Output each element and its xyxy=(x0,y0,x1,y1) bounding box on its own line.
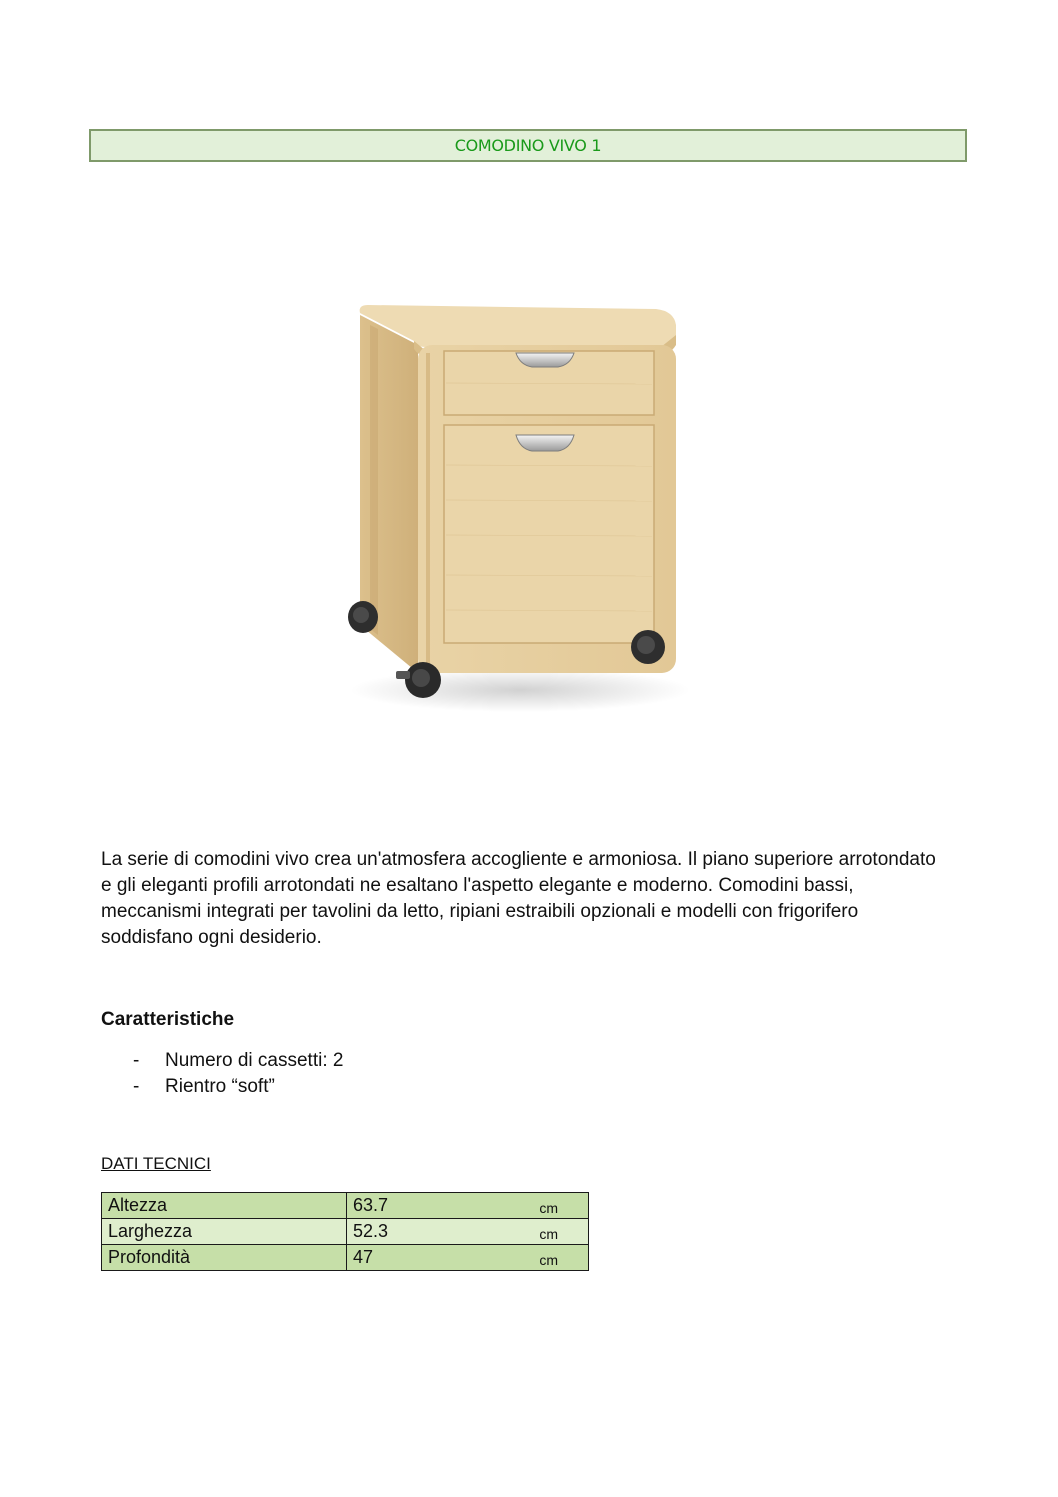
feature-item xyxy=(101,1074,343,1100)
table-row xyxy=(102,1219,589,1245)
product-title: COMODINO VIVO 1 xyxy=(454,136,602,155)
table-row xyxy=(102,1245,589,1271)
feature-bullet: - xyxy=(133,1076,140,1097)
tech-data-heading: DATI TECNICI xyxy=(101,1154,211,1173)
feature-text: Numero di cassetti: 2 xyxy=(165,1050,344,1071)
product-description: La serie di comodini vivo crea un'atmosfera accogliente e armoniosa. Il piano superiore arrotondato e gli eleganti profili arrotondati ne esaltano l'aspetto elegante e moderno. Comodini bassi, meccanismi integrati per tavolini da letto, ripiani estraibili opzionali e modelli con frigorifero soddisfano ogni desiderio. xyxy=(101,849,936,948)
table-row xyxy=(102,1193,589,1219)
dimension-unit: cm xyxy=(539,1200,558,1216)
feature-bullet: - xyxy=(133,1050,140,1071)
dimension-value: 47 xyxy=(353,1247,374,1267)
dimension-value: 63.7 xyxy=(353,1195,389,1215)
nightstand-image xyxy=(330,295,710,725)
tech-data-table xyxy=(101,1192,589,1271)
features-list xyxy=(101,1048,343,1100)
bottom-drawer-handle xyxy=(516,435,574,451)
dimension-label: Altezza xyxy=(102,1193,347,1219)
dimension-label: Profondità xyxy=(102,1245,347,1271)
dimension-value-cell xyxy=(347,1193,589,1219)
dimension-value: 52.3 xyxy=(353,1221,389,1241)
dimension-value-cell xyxy=(347,1245,589,1271)
dimension-value-cell xyxy=(347,1219,589,1245)
dimension-unit: cm xyxy=(539,1252,558,1268)
dimension-label: Larghezza xyxy=(102,1219,347,1245)
features-heading: Caratteristiche xyxy=(101,1009,235,1030)
top-drawer-handle xyxy=(516,353,574,367)
product-title-bar xyxy=(89,129,967,162)
feature-text: Rientro “soft” xyxy=(165,1076,275,1097)
dimension-unit: cm xyxy=(539,1226,558,1242)
feature-item xyxy=(101,1048,343,1074)
